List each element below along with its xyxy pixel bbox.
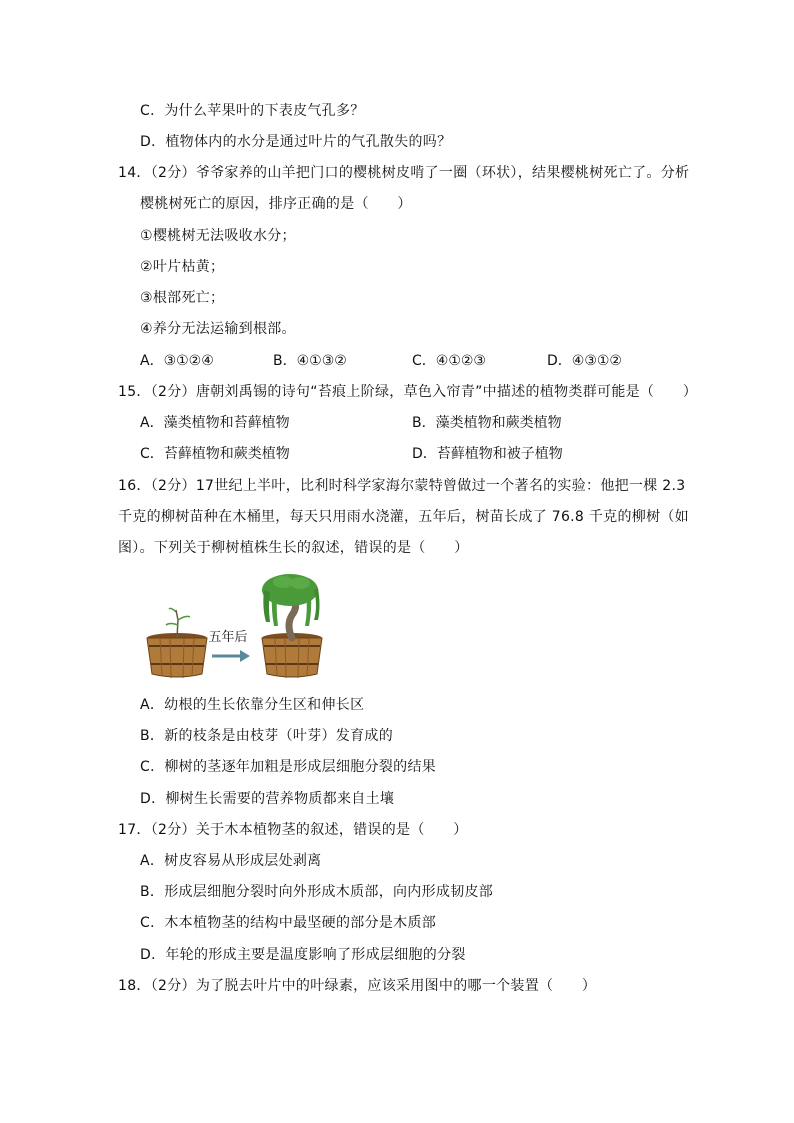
small-barrel xyxy=(147,633,207,678)
arrow-right-icon xyxy=(212,650,250,662)
q16-option-c: C．柳树的茎逐年加粗是形成层细胞分裂的结果 xyxy=(140,759,437,775)
willow-tree xyxy=(262,574,320,638)
q16-stem-line1: 16．（2分）17世纪上半叶，比利时科学家海尔蒙特曾做过一个著名的实验：他把一棵 2.3 xyxy=(118,478,686,494)
q15-option-b: B．藻类植物和蕨类植物 xyxy=(412,415,562,431)
q17-option-b: B．形成层细胞分裂时向外形成木质部，向内形成韧皮部 xyxy=(140,884,494,900)
q14-stem-line1: 14．（2分）爷爷家养的山羊把门口的樱桃树皮啃了一圈（环状），结果樱桃树死亡了。分析 xyxy=(118,165,690,181)
q17-stem: 17．（2分）关于木本植物茎的叙述，错误的是（ ） xyxy=(118,822,468,838)
q16-stem-line3: 图）。下列关于柳树植株生长的叙述，错误的是（ ） xyxy=(118,540,469,556)
q14-option-c: C．④①②③ xyxy=(412,353,486,369)
q18-stem: 18．（2分）为了脱去叶片中的叶绿素，应该采用图中的哪一个装置（ ） xyxy=(118,978,597,994)
q16-option-d: D．柳树生长需要的营养物质都来自土壤 xyxy=(140,791,395,807)
q16-option-b: B．新的枝条是由枝芽（叶芽）发育成的 xyxy=(140,728,394,744)
q14-stem-line2: 樱桃树死亡的原因，排序正确的是（ ） xyxy=(140,196,412,212)
q15-options-row1 xyxy=(140,413,680,433)
q14-option-d: D．④③①② xyxy=(547,353,622,369)
q14-option-b: B．④①③② xyxy=(273,353,347,369)
q17-option-c: C．木本植物茎的结构中最坚硬的部分是木质部 xyxy=(140,915,437,931)
q15-option-c: C．苔藓植物和蕨类植物 xyxy=(140,446,290,462)
q14-options xyxy=(140,351,680,371)
willow-growth-figure xyxy=(140,570,340,680)
q14-item-2: ②叶片枯黄； xyxy=(140,259,225,275)
q15-options-row2 xyxy=(140,444,680,464)
q13-option-d: D．植物体内的水分是通过叶片的气孔散失的吗？ xyxy=(140,134,452,150)
q14-option-a: A．③①②④ xyxy=(140,353,214,369)
q15-option-a: A．藻类植物和苔藓植物 xyxy=(140,415,290,431)
q17-option-d: D．年轮的形成主要是温度影响了形成层细胞的分裂 xyxy=(140,947,466,963)
q16-option-a: A．幼根的生长依靠分生区和伸长区 xyxy=(140,697,365,713)
q17-option-a: A．树皮容易从形成层处剥离 xyxy=(140,853,322,869)
q13-option-c: C．为什么苹果叶的下表皮气孔多？ xyxy=(140,103,365,119)
q15-stem: 15．（2分）唐朝刘禹锡的诗句“苔痕上阶绿，草色入帘青”中描述的植物类群可能是（ ） xyxy=(118,384,698,400)
willow-figure-svg xyxy=(140,570,340,680)
q14-item-1: ①樱桃树无法吸收水分； xyxy=(140,228,296,244)
q14-item-3: ③根部死亡； xyxy=(140,290,225,306)
q14-item-4: ④养分无法运输到根部。 xyxy=(140,321,296,337)
q15-option-d: D．苔藓植物和被子植物 xyxy=(412,446,563,462)
arrow-label: 五年后 xyxy=(208,630,248,645)
q16-stem-line2: 千克的柳树苗种在木桶里，每天只用雨水浇灌，五年后，树苗长成了 76.8 千克的柳树（如 xyxy=(118,509,689,525)
